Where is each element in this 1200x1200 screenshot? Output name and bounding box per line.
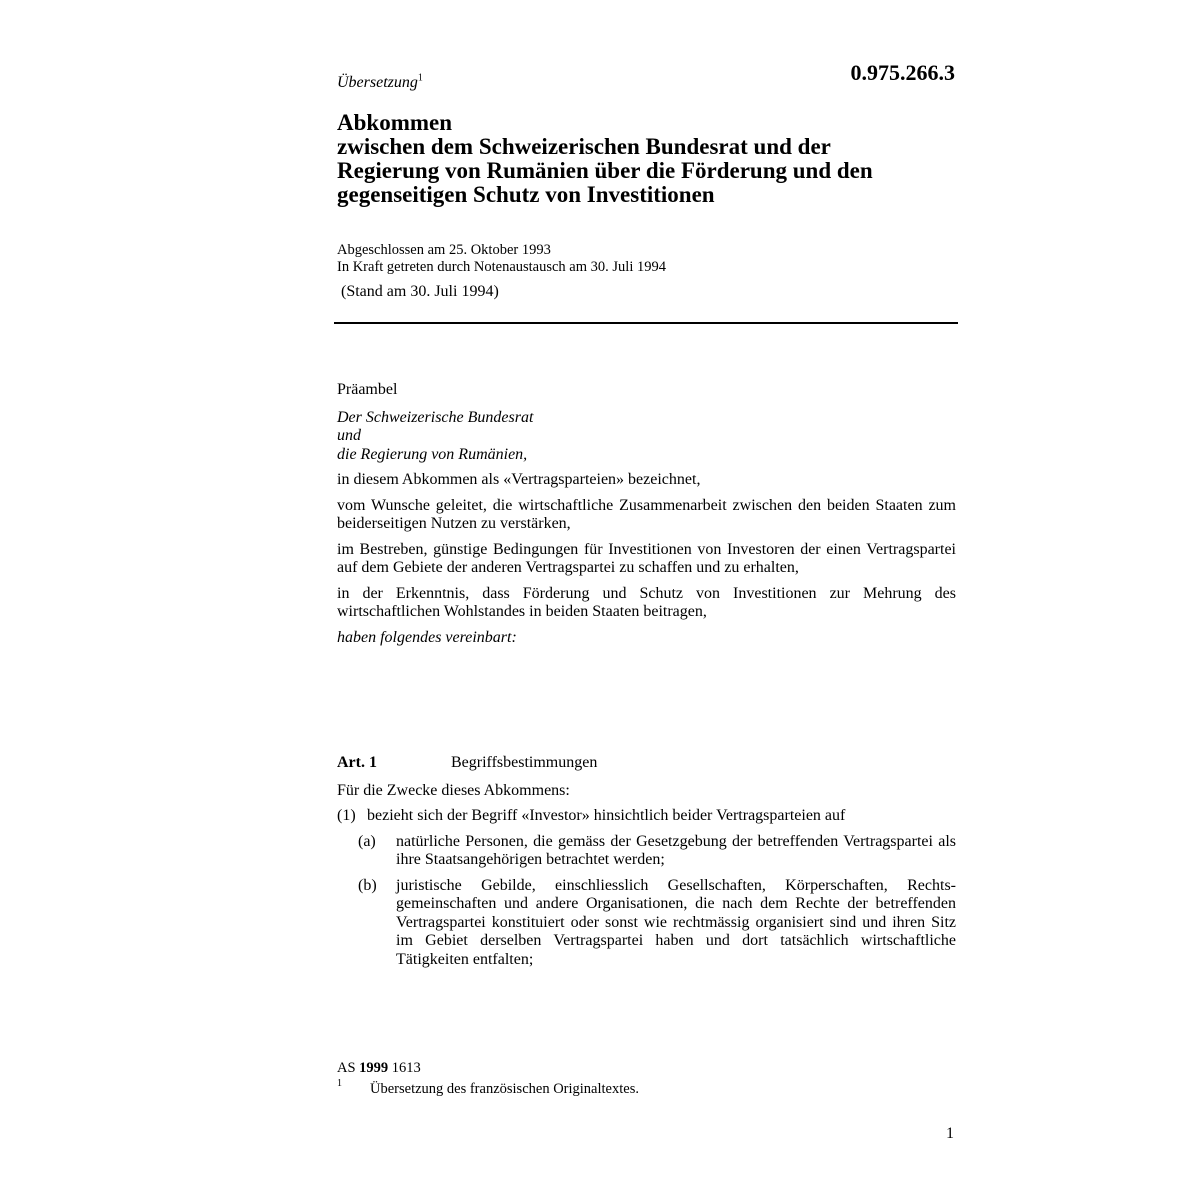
- title-line: zwischen dem Schweizerischen Bundesrat und der: [337, 134, 831, 159]
- title-line: Regierung von Rumänien über die Förderung und den: [337, 158, 873, 183]
- footnote-number: 1: [337, 1078, 342, 1089]
- article-intro: Für die Zwecke dieses Abkommens:: [337, 781, 570, 799]
- subitem-label: (a): [358, 832, 376, 850]
- title-line: Abkommen: [337, 110, 453, 135]
- header-divider: [334, 322, 958, 324]
- article-subitem: [358, 833, 956, 870]
- article-item: [337, 807, 956, 826]
- preamble-heading: Präambel: [337, 381, 398, 398]
- preamble-paragraph: im Bestreben, günstige Bedingungen für Investitionen von Investoren der einen Vertragspartei auf dem Gebiete der anderen Vertragspartei zu schaffen und zu erhalten,: [337, 540, 956, 576]
- subitem-text: juristische Gebilde, einschliesslich Gesellschaften, Körperschaften, Rechtsgemeinschaften und andere Organisationen, die nach dem Rechte der betreffenden Vertragspartei konstituiert oder sonst wie rechtmässig organisiert sind und ihren Sitz im Gebiet derselben Vertragspartei haben und dort tatsächlich wirtschaftliche Tätigkeiten entfalten;: [396, 876, 956, 968]
- article-1: [337, 754, 956, 976]
- and-connector: und: [337, 427, 361, 444]
- subitem-text: natürliche Personen, die gemäss der Gesetzgebung der betreffenden Vertragspartei als ihre Staatsangehörigen betrachtet werden;: [396, 832, 956, 868]
- party-2: die Regierung von Rumänien,: [337, 445, 528, 463]
- footnote-reference: 1: [417, 72, 423, 84]
- status-date: (Stand am 30. Juli 1994): [341, 283, 499, 300]
- footnote: [337, 1078, 639, 1098]
- preamble: [337, 381, 956, 654]
- official-collection-reference: AS 1999 1613: [337, 1060, 421, 1076]
- document-title: [337, 111, 956, 207]
- preamble-closing: haben folgendes vereinbart:: [337, 628, 517, 646]
- article-subitem: [358, 877, 956, 970]
- article-heading: [337, 754, 956, 773]
- preamble-paragraph: in diesem Abkommen als «Vertragsparteien» bezeichnet,: [337, 471, 701, 488]
- preamble-paragraph: in der Erkenntnis, dass Förderung und Schutz von Investitionen zur Mehrung des wirtschaftlichen Wohlstandes in beiden Staaten beitragen,: [337, 584, 956, 620]
- title-line: gegenseitigen Schutz von Investitionen: [337, 182, 715, 207]
- sr-number: 0.975.266.3: [850, 60, 955, 85]
- concluded-date: Abgeschlossen am 25. Oktober 1993: [337, 242, 551, 258]
- preamble-paragraph: vom Wunsche geleitet, die wirtschaftliche Zusammenarbeit zwischen den beiden Staaten zum beiderseitigen Nutzen zu verstärken,: [337, 496, 956, 532]
- item-text: bezieht sich der Begriff «Investor» hinsichtlich beider Vertragsparteien auf: [367, 807, 846, 824]
- item-label: (1): [337, 807, 356, 824]
- subitem-label: (b): [358, 876, 377, 894]
- translation-label: Übersetzung$^1$: [337, 72, 423, 91]
- article-number: Art. 1: [337, 754, 377, 771]
- article-title: Begriffsbestimmungen: [451, 754, 598, 771]
- page-number: 1: [946, 1125, 954, 1142]
- document-meta: [337, 242, 956, 276]
- in-force-date: In Kraft getreten durch Notenaustausch am 30. Juli 1994: [337, 259, 666, 275]
- footnote-text: Übersetzung des französischen Originaltextes.: [370, 1081, 639, 1097]
- party-1: Der Schweizerische Bundesrat: [337, 408, 534, 426]
